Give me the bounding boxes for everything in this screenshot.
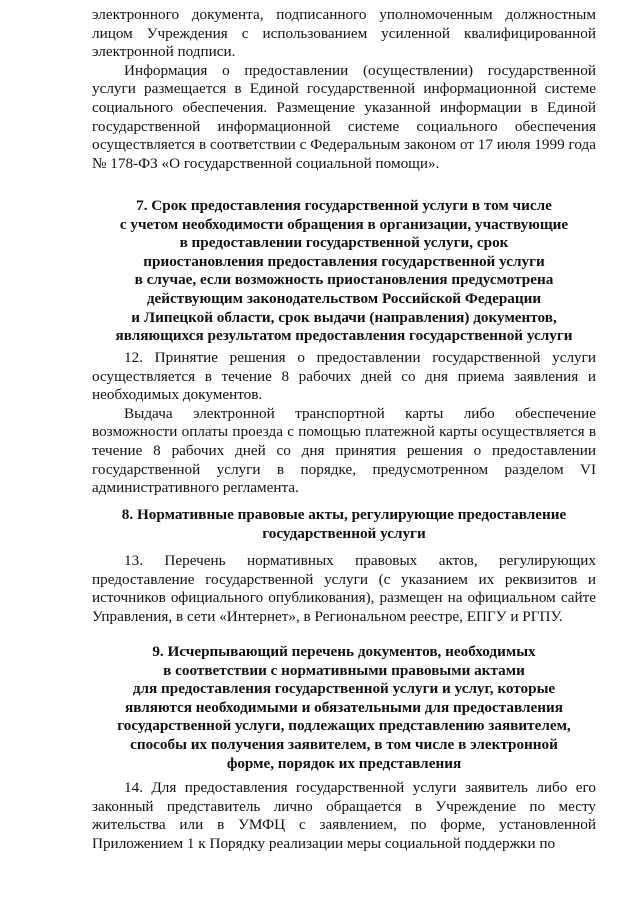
heading-line: и Липецкой области, срок выдачи (направления) документов, bbox=[131, 308, 557, 326]
section-8-body bbox=[92, 552, 596, 626]
paragraph-12-issuance: Выдача электронной транспортной карты либо обеспечение возможности оплаты проезда с помощью платежной карты осуществляется в течение 8 рабочих дней со дня принятия решения о предоставлении государственной услуги в порядке, предусмотренном разделом VI административного регламента. bbox=[92, 404, 596, 497]
heading-line: приостановления предоставления государственной услуги bbox=[143, 252, 545, 270]
heading-line: с учетом необходимости обращения в организации, участвующие bbox=[119, 215, 569, 233]
heading-line: государственной услуги, подлежащих представлению заявителем, bbox=[117, 717, 571, 735]
heading-line: в случае, если возможность приостановления предусмотрена bbox=[134, 271, 554, 289]
paragraph-intro-continuation: электронного документа, подписанного уполномоченным должностным лицом Учреждения с использованием усиленной квалифицированной электронной подписи. bbox=[92, 6, 596, 61]
heading-line: способы их получения заявителем, в том числе в электронной bbox=[130, 735, 558, 753]
section-7-heading bbox=[92, 197, 596, 346]
heading-line: в соответствии с нормативными правовыми актами bbox=[163, 661, 525, 679]
heading-line: для предоставления государственной услуги и услуг, которые bbox=[132, 680, 556, 698]
heading-line: являющихся результатом предоставления государственной услуги bbox=[115, 327, 573, 345]
section-9-body bbox=[92, 779, 596, 853]
heading-line: действующим законодательством Российской Федерации bbox=[146, 289, 542, 307]
intro-paragraph-block bbox=[92, 6, 596, 173]
paragraph-egissso: Информация о предоставлении (осуществлении) государственной услуги размещается в Единой государственной информационной системе социального обеспечения. Размещение указанной информации в Единой государственной информационной системе социального обеспечения осуществляется в соответствии с Федеральным законом от 17 июля 1999 года № 178-ФЗ «О государственной социальной помощи». bbox=[92, 61, 596, 172]
heading-line: 7. Срок предоставления государственной услуги в том числе bbox=[136, 197, 552, 214]
heading-line: 8. Нормативные правовые акты, регулирующие предоставление bbox=[121, 506, 567, 523]
heading-line: являются необходимыми и обязательными для предоставления bbox=[125, 698, 563, 716]
heading-line: государственной услуги bbox=[262, 524, 426, 542]
section-8-title bbox=[92, 506, 596, 543]
heading-line: форме, порядок их представления bbox=[226, 754, 462, 772]
paragraph-12: 12. Принятие решения о предоставлении государственной услуги осуществляется в течение 8 рабочих дней со дня приема заявления и необходимых документов. bbox=[92, 349, 596, 404]
section-9-heading bbox=[92, 643, 596, 773]
heading-line: в предоставлении государственной услуги, срок bbox=[179, 234, 509, 252]
heading-line: 9. Исчерпывающий перечень документов, необходимых bbox=[152, 643, 536, 660]
paragraph-13: 13. Перечень нормативных правовых актов, регулирующих предоставление государственной услуги (с указанием их реквизитов и источников официального опубликования), размещен на официальном сайте Управления, в сети «Интернет», в Региональном реестре, ЕПГУ и РГПУ. bbox=[92, 552, 596, 625]
section-7-title bbox=[92, 197, 596, 346]
section-9-title bbox=[92, 643, 596, 773]
section-8-heading bbox=[92, 506, 596, 543]
section-7-body bbox=[92, 349, 596, 498]
paragraph-14: 14. Для предоставления государственной услуги заявитель либо его законный представитель лично обращается в Учреждение по месту жительства или в УМФЦ с заявлением, по форме, установленной Приложением 1 к Порядку реализации меры социальной поддержки по bbox=[92, 779, 596, 852]
